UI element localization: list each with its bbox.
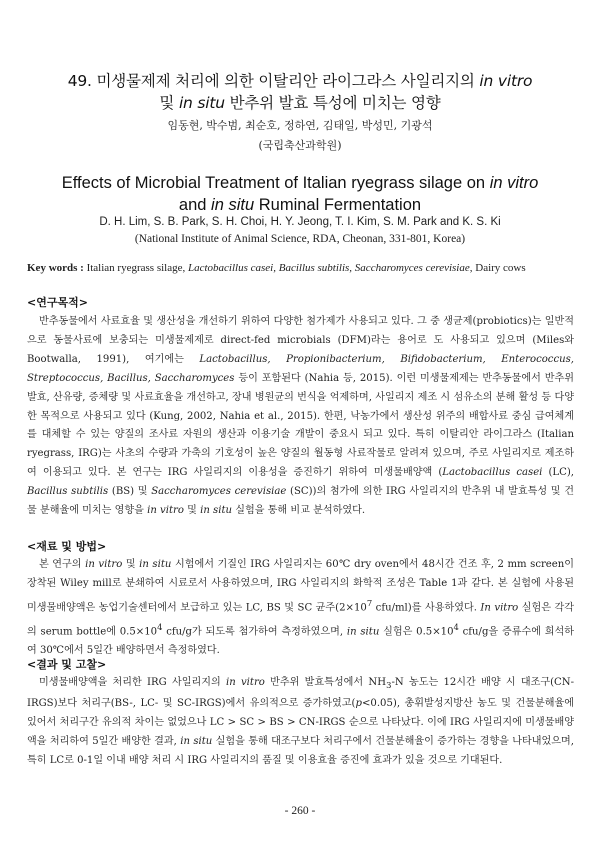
section-heading-purpose: <연구목적> xyxy=(27,296,88,309)
english-authors: D. H. Lim, S. B. Park, S. H. Choi, H. Y. Jeong, T. I. Kim, S. M. Park and K. S. Ki xyxy=(99,216,501,228)
keywords: Key words : Italian ryegrass silage, Lactobacillus casei, Bacillus subtilis, Saccharomyces cerevisiae, Dairy cows xyxy=(27,262,526,274)
section-body-methods: 본 연구의 in vitro 및 in situ 시험에서 기질인 IRG 사일리지는 60℃ dry oven에서 48시간 건조 후, 2 mm screen이 장착된 Wiley mill로 분쇄하여 시료로서 사용하였으며, IRG 사일리지의 화학적 조성은 Table 1과 같다. 본 실험에 사용된 미생물배양액은 농업기술센터에서 보급하고 있는 LC, BS 및 SC 균주($2\times 10^7$ cfu/ml)를 사용하였다. In vitro 실험은 각각의 serum bottle에 $0.5\times 10^4$ cfu/g가 되도록 첨가하여 측정하였으며, in situ 실험은 $0.5\times 10^4$ cfu/g을 증류수에 희석하여 30℃에서 5일간 배양하면서 측정하였다. xyxy=(27,559,574,657)
english-title xyxy=(20,172,580,216)
english-title-line-1: Effects of Microbial Treatment of Italian ryegrass silage on in vitro xyxy=(61,174,539,192)
korean-title-line-2: 및 in situ 반추위 발효 특성에 미치는 영향 xyxy=(159,94,441,112)
section-body-results: 미생물배양액을 처리한 IRG 사일리지의 in vitro 반추위 발효특성에서 $NH_3-N$ 농도는 12시간 배양 시 대조구(CN-IRGS)보다 처리구(BS-, LC- 및 SC-IRGS)에서 유의적으로 증가하였고(p<0.05), 총휘발성지방산 농도 및 건물분해율에 있어서 처리구간 유의적 차이는 없었으나 LC > SC > BS > CN-IRGS 순으로 나타났다. 이에 IRG 사일리지에 미생물배양액을 처리하여 5일간 배양한 결과, in situ 실험을 통해 대조구보다 처리구에서 건물분해율이 증가하는 경향을 나타내었으며, 특히 LC로 0-1일 이내 배양 처리 시 IRG 사일리지의 품질 및 이용효율 증진에 효과가 있을 것으로 기대된다. xyxy=(27,677,575,766)
section-heading-results: <결과 및 고찰> xyxy=(27,658,107,671)
section-body-purpose: 반추동물에서 사료효율 및 생산성을 개선하기 위하여 다양한 첨가제가 사용되고 있다. 그 중 생균제(probiotics)는 일반적으로 동물사료에 보충되는 미생물제제로 direct-fed microbials (DFM)라는 용어로 도 사용되고 있으며 (Miles와 Bootwalla, 1991), 여기에는 Lactobacillus, Propionibacterium, Bifidobacterium, Enterococcus, Streptococcus, Bacillus, Saccharomyces 등이 포함된다 (Nahia 등, 2015). 이런 미생물제제는 반추동물에서 반추위 발효, 산유량, 증체량 및 사료효율을 개선하고, 장내 병원균의 번식을 억제하며, 사일리지 제조 시 섬유소의 분해 활성 등 다양한 목적으로 사용되고 있다 (Kung, 2002, Nahia et al., 2015). 한편, 낙농가에서 생산성 위주의 배합사료 중심 급여체계를 대체할 수 있는 양질의 조사료 자원의 생산과 이용기술 개발이 중요시 되고 있다. 특히 이탈리안 라이그라스 (Italian ryegrass, IRG)는 사초의 수량과 가축의 기호성이 높은 양질의 월동형 사료작물로 알려져 있으며, 주로 사일리지로 제조하여 이용되고 있다. 본 연구는 IRG 사일리지의 이용성을 증진하기 위하여 미생물배양액 (Lactobacillus casei (LC), Bacillus subtilis (BS) 및 Saccharomyces cerevisiae (SC))의 첨가에 의한 IRG 사일리지의 반추위 내 발효특성 및 건물 분해율에 미치는 영향을 in vitro 및 in situ 실험을 통해 비교 분석하였다. xyxy=(27,316,575,517)
korean-authors: 임동현, 박수범, 최순호, 정하연, 김태일, 박성민, 기광석 xyxy=(167,119,433,132)
korean-affiliation: (국립축산과학원) xyxy=(258,139,342,152)
page-number: - 260 - xyxy=(284,805,316,817)
korean-title xyxy=(30,70,570,114)
keywords-label: Key words : xyxy=(27,262,87,274)
korean-title-line-1: 49. 미생물제제 처리에 의한 이탈리안 라이그라스 사일리지의 in vitro xyxy=(67,72,533,90)
english-title-line-2: and in situ Ruminal Fermentation xyxy=(178,196,422,214)
english-affiliation: (National Institute of Animal Science, RDA, Cheonan, 331-801, Korea) xyxy=(134,233,466,245)
section-heading-methods: <재료 및 방법> xyxy=(27,540,107,553)
